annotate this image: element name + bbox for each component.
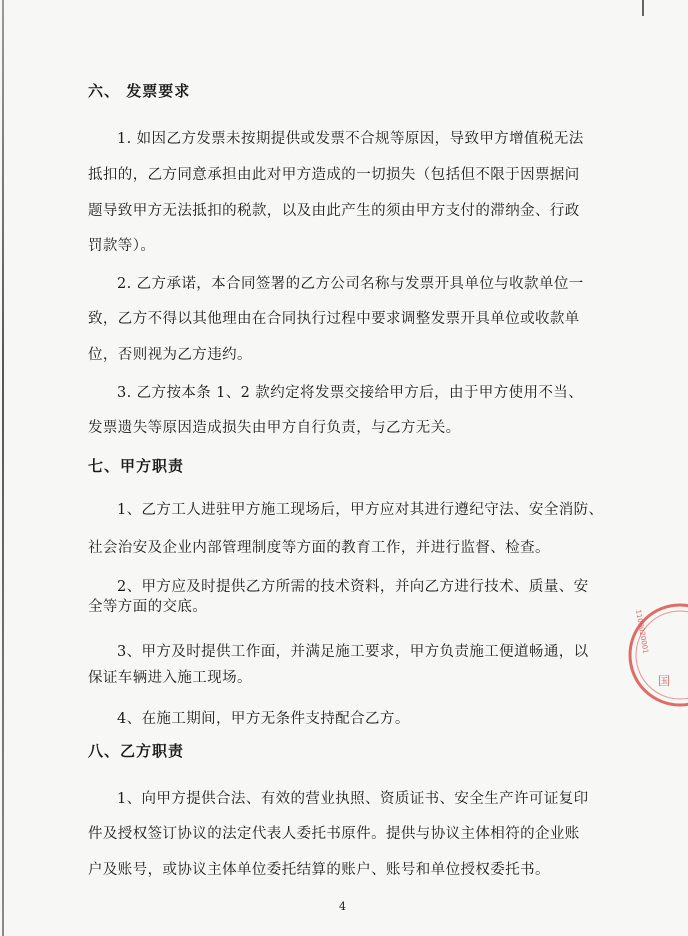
para-line: 位，否则视为乙方违约。: [88, 347, 252, 363]
para-line: 4、在施工期间，甲方无条件支持配合乙方。: [117, 711, 410, 727]
red-seal-stamp: [618, 600, 688, 710]
para-line: 社会治安及企业内部管理制度等方面的教育工作，并进行监督、检查。: [88, 540, 550, 556]
para-line: 抵扣的，乙方同意承担由此对甲方造成的一切损失（包括但不限于因票据问: [88, 167, 580, 183]
para-line: 保证车辆进入施工现场。: [88, 670, 252, 686]
section-heading-8: 八、乙方职责: [88, 742, 185, 760]
para-line: 题导致甲方无法抵扣的税款，以及由此产生的须由甲方支付的滞纳金、行政: [88, 203, 580, 219]
para-line: 户及账号，或协议主体单位委托结算的账户、账号和单位授权委托书。: [88, 862, 550, 878]
svg-text:国: 国: [658, 674, 671, 688]
para-line: 2. 乙方承诺，本合同签署的乙方公司名称与发票开具单位与收款单位一: [117, 276, 584, 292]
para-line: 1、向甲方提供合法、有效的营业执照、资质证书、安全生产许可证复印: [117, 791, 589, 807]
para-line: 1. 如因乙方发票未按期提供或发票不合规等原因，导致甲方增值税无法: [117, 131, 584, 147]
para-line: 3. 乙方按本条 1、2 款约定将发票交接给甲方后，由于甲方使用不当、: [117, 385, 584, 401]
para-line: 全等方面的交底。: [88, 599, 208, 615]
scan-edge-line: [2, 0, 4, 936]
para-line: 件及授权签订协议的法定代表人委托书原件。提供与协议主体相符的企业账: [88, 826, 580, 842]
svg-text:1109020001: 1109020001: [634, 608, 650, 655]
para-line: 1、乙方工人进驻甲方施工现场后，甲方应对其进行遵纪守法、安全消防、: [117, 502, 604, 518]
section-heading-7: 七、甲方职责: [88, 457, 185, 475]
para-line: 3、甲方及时提供工作面，并满足施工要求，甲方负责施工便道畅通，以: [117, 644, 589, 660]
para-line: 2、甲方应及时提供乙方所需的技术资料，并向乙方进行技术、质量、安: [117, 579, 589, 595]
page-number: 4: [339, 900, 346, 913]
scan-top-mark: [642, 0, 644, 16]
para-line: 发票遗失等原因造成损失由甲方自行负责，与乙方无关。: [88, 420, 461, 436]
para-line: 罚款等）。: [88, 238, 156, 254]
section-heading-6: 六、 发票要求: [88, 82, 191, 100]
para-line: 致，乙方不得以其他理由在合同执行过程中要求调整发票开具单位或收款单: [88, 311, 580, 327]
